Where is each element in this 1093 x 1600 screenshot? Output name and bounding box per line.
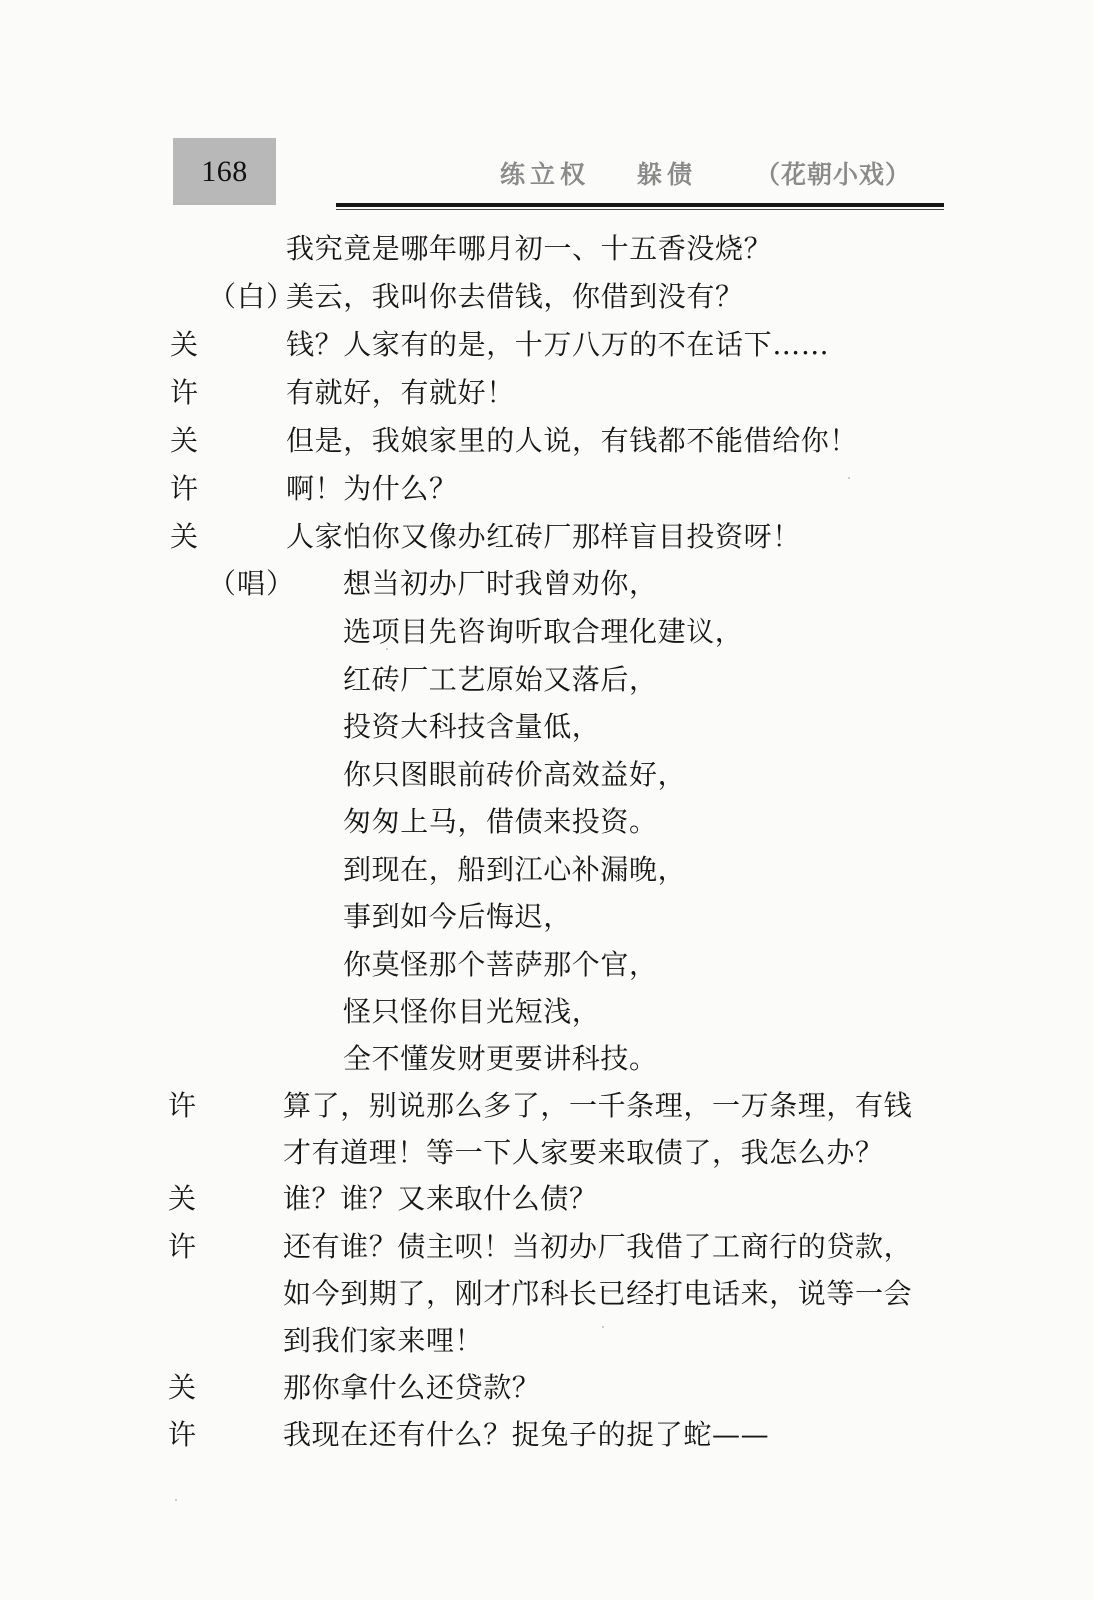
script-line: 算了，别说那么多了，一千条理，一万条理，有钱 [283, 1089, 913, 1122]
script-line: 谁？谁？又来取什么债？ [283, 1182, 598, 1215]
stage-direction-sung: （唱） [208, 567, 296, 600]
script-line: 有就好，有就好！ [286, 376, 515, 409]
scan-dust-mark [175, 1499, 177, 1501]
script-line: 才有道理！等一下人家要来取债了，我怎么办？ [283, 1136, 884, 1169]
song-line: 你只图眼前砖价高效益好， [343, 758, 687, 791]
script-line: 我究竟是哪年哪月初一、十五香没烧？ [286, 232, 773, 265]
song-line: 事到如今后悔迟， [343, 900, 572, 933]
speaker-label: 关 [170, 328, 199, 361]
play-title: 躲债 [637, 160, 698, 189]
speaker-label: 许 [168, 1230, 197, 1263]
speaker-label: 许 [168, 1089, 197, 1122]
play-genre: （花朝小戏） [755, 160, 912, 189]
speaker-label: 关 [170, 520, 199, 553]
scan-dust-mark [386, 648, 388, 650]
song-line: 到现在，船到江心补漏晚， [343, 853, 687, 886]
script-line: 如今到期了，刚才邝科长已经打电话来，说等一会 [283, 1277, 913, 1310]
script-line: 我现在还有什么？捉兔子的捉了蛇—— [283, 1418, 770, 1451]
script-line: 美云，我叫你去借钱，你借到没有？ [286, 280, 744, 313]
script-line: 但是，我娘家里的人说，有钱都不能借给你！ [286, 424, 859, 457]
song-line: 选项目先咨询听取合理化建议， [343, 615, 744, 648]
speaker-label: 许 [170, 472, 199, 505]
speaker-label: 关 [168, 1182, 197, 1215]
speaker-label: 关 [170, 424, 199, 457]
script-line: 钱？人家有的是，十万八万的不在话下…… [286, 328, 830, 361]
script-line: 啊！为什么？ [286, 472, 458, 505]
song-line: 全不懂发财更要讲科技。 [343, 1042, 658, 1075]
song-line: 怪只怪你目光短浅， [343, 995, 601, 1028]
stage-direction-spoken: （白） [208, 280, 296, 313]
script-line: 到我们家来哩！ [283, 1324, 484, 1357]
page-number: 168 [173, 138, 276, 205]
script-line: 还有谁？债主呗！当初办厂我借了工商行的贷款， [283, 1230, 913, 1263]
song-line: 红砖厂工艺原始又落后， [343, 663, 658, 696]
speaker-label: 许 [168, 1418, 197, 1451]
song-line: 投资大科技含量低， [343, 710, 601, 743]
script-line: 那你拿什么还贷款？ [283, 1371, 541, 1404]
scan-dust-mark [848, 477, 850, 479]
song-line: 想当初办厂时我曾劝你， [343, 567, 658, 600]
script-line: 人家怕你又像办红砖厂那样盲目投资呀！ [286, 520, 801, 553]
speaker-label: 许 [170, 376, 199, 409]
song-line: 匆匆上马，借债来投资。 [343, 805, 658, 838]
author-name: 练立权 [500, 160, 591, 189]
song-line: 你莫怪那个菩萨那个官， [343, 948, 658, 981]
scan-dust-mark [602, 1326, 604, 1328]
speaker-label: 关 [168, 1371, 197, 1404]
